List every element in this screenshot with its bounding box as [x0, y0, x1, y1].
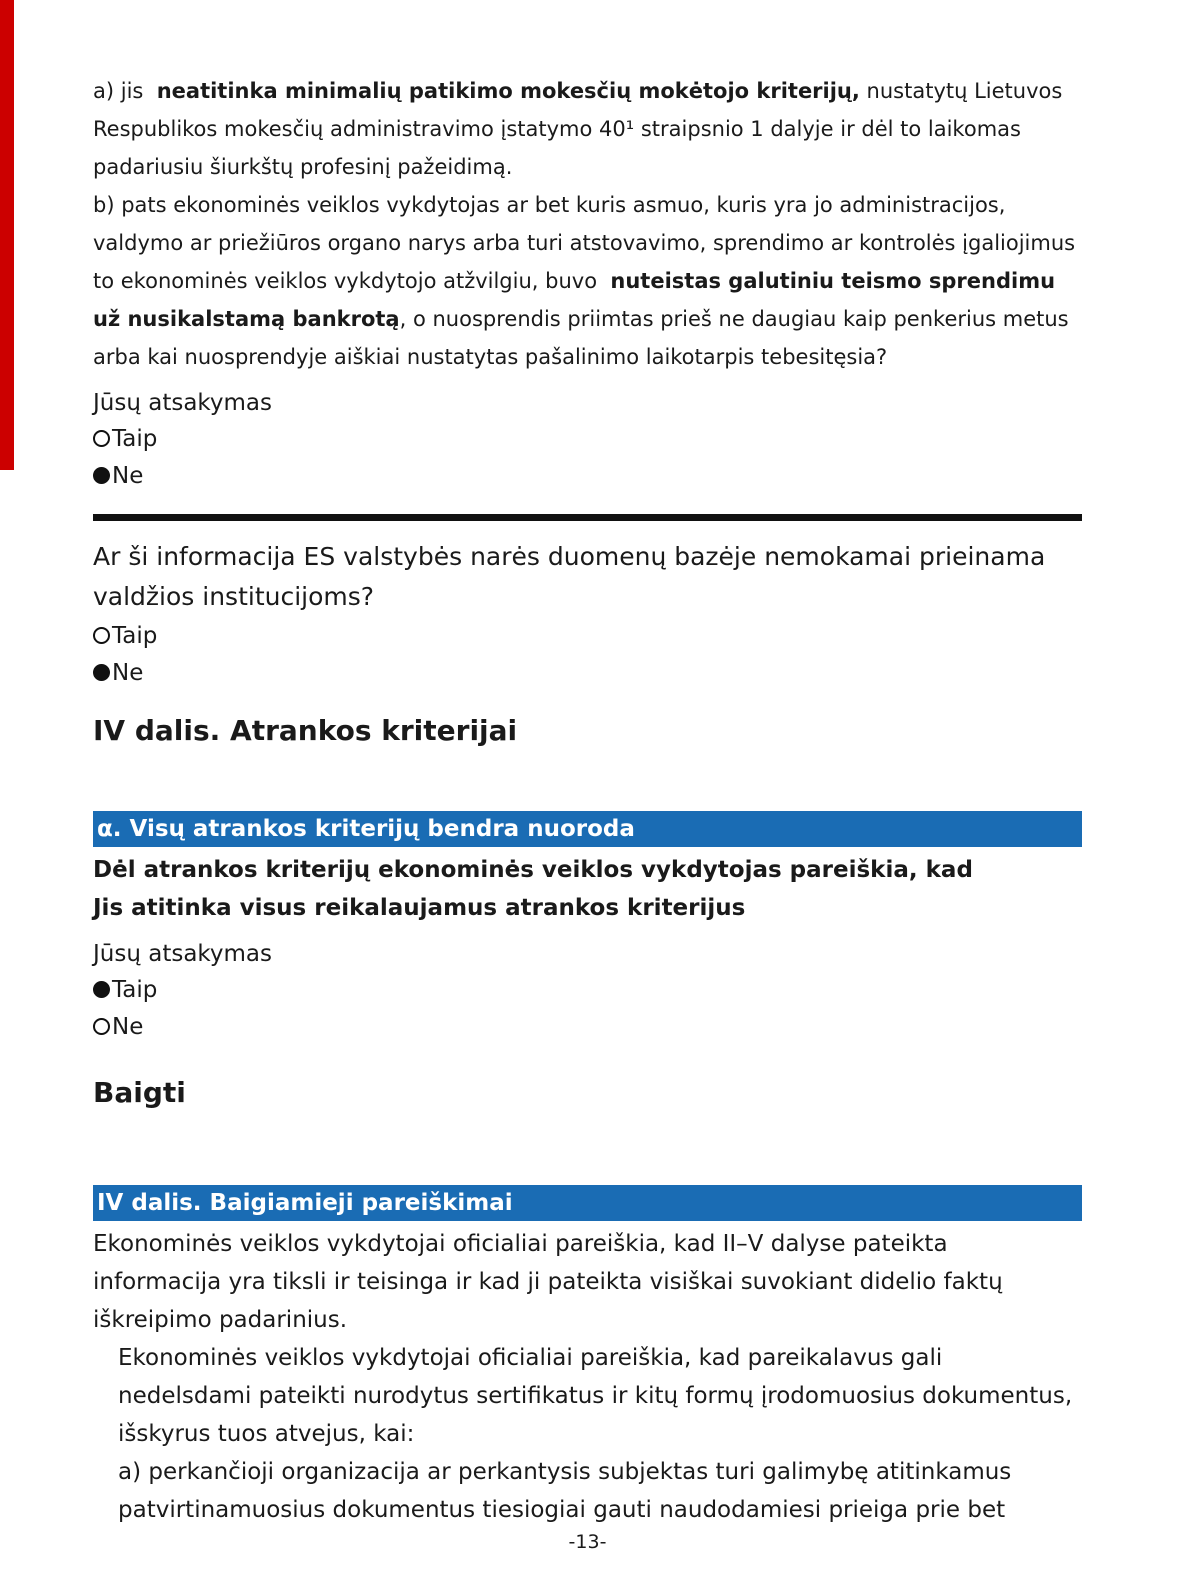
radio-label: Taip — [112, 425, 158, 452]
answer-label: Jūsų atsakymas — [93, 390, 273, 416]
alpha-statement-line2: Jis atitinka visus reikalaujamus atrankos kriterijus — [93, 895, 746, 921]
radio-option-taip[interactable] — [93, 971, 1082, 1008]
final-paragraph-3: a) perkančioji organizacija ar perkantysis subjektas turi galimybę atitinkamus patvirtinamuosius dokumentus tiesiogiai gauti naudodamiesi prieiga prie bet — [118, 1459, 1012, 1523]
exclusion-paragraph-a: a) jis neatitinka minimalių patikimo mokesčių mokėtojo kriterijų, nustatytų Lietuvos Respublikos mokesčių administravimo įstatymo 40¹ straipsnio 1 dalyje ir dėl to laikomas padariusiu šiurkštų profesinį pažeidimą. — [93, 79, 1069, 179]
answer-label: Jūsų atsakymas — [93, 941, 273, 967]
radio-label: Taip — [112, 622, 158, 649]
radio-selected-icon[interactable] — [93, 467, 110, 484]
radio-unselected-icon[interactable] — [93, 627, 110, 644]
radio-selected-icon[interactable] — [93, 981, 110, 998]
radio-label: Taip — [112, 976, 158, 1003]
part4-selection-heading: IV dalis. Atrankos kriterijai — [93, 714, 518, 747]
document-content — [93, 0, 1082, 1553]
radio-option-ne[interactable] — [93, 457, 1082, 494]
radio-option-ne[interactable] — [93, 1008, 1082, 1045]
radio-option-taip[interactable] — [93, 617, 1082, 654]
radio-option-taip[interactable] — [93, 420, 1082, 457]
database-question-text: Ar ši informacija ES valstybės narės duomenų bazėje nemokamai prieinama valdžios institucijoms? — [93, 542, 1046, 611]
final-paragraph-2: Ekonominės veiklos vykdytojai oficialiai pareiškia, kad pareikalavus gali nedelsdami pateikti nurodytus sertifikatus ir kitų formų įrodomuosius dokumentus, išskyrus tuos atvejus, kai: — [118, 1345, 1073, 1447]
radio-label: Ne — [112, 462, 144, 489]
alpha-section-header: α. Visų atrankos kriterijų bendra nuoroda — [93, 811, 1082, 847]
section-divider — [93, 514, 1082, 521]
page-number: -13- — [568, 1531, 607, 1553]
radio-option-ne[interactable] — [93, 654, 1082, 691]
radio-label: Ne — [112, 659, 144, 686]
radio-selected-icon[interactable] — [93, 664, 110, 681]
radio-unselected-icon[interactable] — [93, 1018, 110, 1035]
final-paragraph-1: Ekonominės veiklos vykdytojai oficialiai pareiškia, kad II–V dalyse pateikta informacija yra tiksli ir teisinga ir kad ji pateikta visiškai suvokiant didelio faktų iškreipimo padarinius. — [93, 1231, 1003, 1333]
final-section-header: IV dalis. Baigiamieji pareiškimai — [93, 1185, 1082, 1221]
alpha-statement-line1: Dėl atrankos kriterijų ekonominės veiklos vykdytojas pareiškia, kad — [93, 857, 973, 883]
exclusion-paragraph-b: b) pats ekonominės veiklos vykdytojas ar bet kuris asmuo, kuris yra jo administracijos, valdymo ar priežiūros organo narys arba turi atstovavimo, sprendimo ar kontrolės įgaliojimus to ekonominės veiklos vykdytojo atžvilgiu, buvo nuteistas galutiniu teismo sprendimu už nusikalstamą bankrotą, o nuosprendis priimtas prieš ne daugiau kaip penkerius metus arba kai nuosprendyje aiškiai nustatytas pašalinimo laikotarpis tebesitęsia? — [93, 193, 1082, 369]
finish-heading: Baigti — [93, 1076, 186, 1109]
radio-unselected-icon[interactable] — [93, 430, 110, 447]
radio-label: Ne — [112, 1013, 144, 1040]
revision-change-bar — [0, 0, 14, 470]
